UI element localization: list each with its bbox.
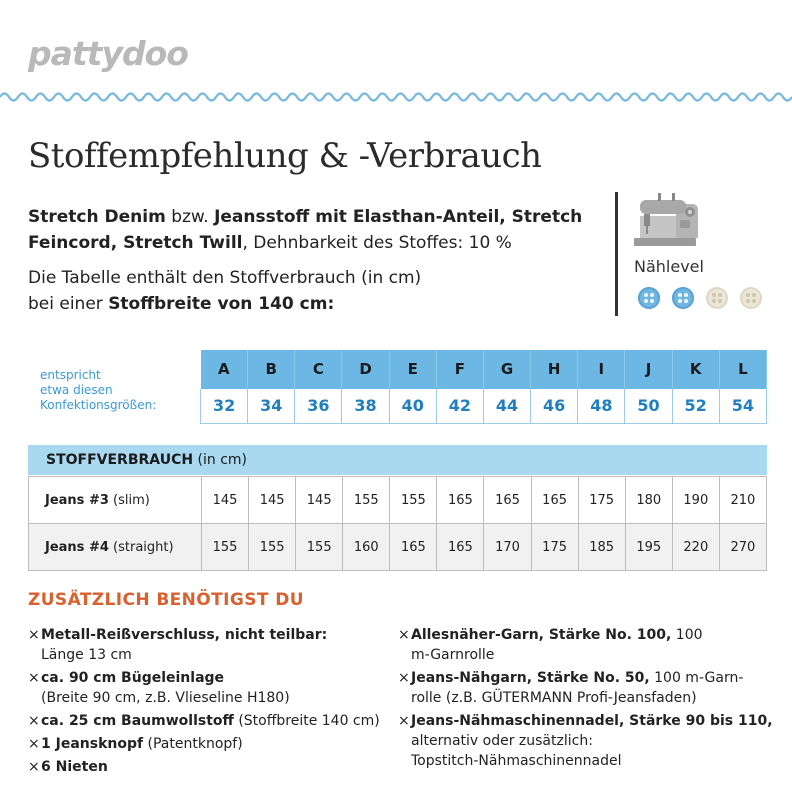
wave-divider [0,88,792,106]
cross-bullet-icon: × [398,713,410,729]
fabric-amount-cell: 165 [531,477,578,524]
size-number: 38 [342,389,389,424]
size-number: 34 [248,389,295,424]
supplies-list-right [398,625,778,774]
fabric-usage-heading: STOFFVERBRAUCH (in cm) [28,445,767,475]
supplies-list-left [28,625,388,780]
size-number: 32 [201,389,248,424]
size-number: 36 [295,389,342,424]
supply-item: × Allesnäher-Garn, Stärke No. 100, 100 m-Garnrolle [398,627,703,663]
fabric-amount-cell: 155 [390,477,437,524]
additional-supplies-heading: ZUSÄTZLICH BENÖTIGST DU [28,590,304,610]
fabric-amount-cell: 155 [249,524,296,571]
supply-item: × Jeans-Nähmaschinennadel, Stärke 90 bis 110, alternativ oder zusätzlich: Topstitch-Nähmaschinennadel [398,713,773,769]
fabric-amount-cell: 155 [202,524,249,571]
size-letter: H [531,350,578,389]
size-letter-row [201,350,767,389]
size-letter: G [483,350,530,389]
skill-button-filled-icon [638,287,660,309]
pattern-name: Jeans #4 (straight) [29,524,202,571]
skill-button-filled-icon [672,287,694,309]
fabric-amount-cell: 165 [437,477,484,524]
fabric-amount-cell: 270 [719,524,766,571]
size-letter: D [342,350,389,389]
intro-text [28,204,613,317]
size-number: 50 [625,389,672,424]
cross-bullet-icon: × [28,713,40,729]
page-title: Stoffempfehlung & -Verbrauch [28,136,542,176]
cross-bullet-icon: × [28,759,40,775]
fabric-amount-cell: 165 [390,524,437,571]
cross-bullet-icon: × [28,670,40,686]
sewing-machine-icon [632,190,702,248]
cross-bullet-icon: × [398,670,410,686]
fabric-amount-cell: 180 [625,477,672,524]
cross-bullet-icon: × [398,627,410,643]
fabric-amount-cell: 190 [672,477,719,524]
skill-button-empty-icon [706,287,728,309]
fabric-amount-cell: 170 [484,524,531,571]
supply-item: × Metall-Reißverschluss, nicht teilbar: Länge 13 cm [28,627,328,663]
skill-level-buttons [638,287,762,309]
supply-item: × ca. 25 cm Baumwollstoff (Stoffbreite 140 cm) [28,713,380,729]
size-letter: B [248,350,295,389]
size-letter: I [578,350,625,389]
table-row [29,524,767,571]
supply-item: × 1 Jeansknopf (Patentknopf) [28,736,243,752]
supply-item: × ca. 90 cm Bügeleinlage (Breite 90 cm, z.B. Vlieseline H180) [28,670,290,706]
pattern-name: Jeans #3 (slim) [29,477,202,524]
fabric-amount-cell: 145 [249,477,296,524]
cross-bullet-icon: × [28,627,40,643]
skill-level-label: Nählevel [634,257,704,276]
size-number: 44 [483,389,530,424]
size-letter: C [295,350,342,389]
size-number: 52 [672,389,719,424]
skill-button-empty-icon [740,287,762,309]
table-description: Die Tabelle enthält den Stoffverbrauch (in cm) bei einer Stoffbreite von 140 cm: [28,268,422,314]
size-number: 48 [578,389,625,424]
fabric-amount-cell: 185 [578,524,625,571]
size-number: 40 [389,389,436,424]
size-letter: F [436,350,483,389]
size-number: 46 [531,389,578,424]
fabric-amount-cell: 210 [719,477,766,524]
size-letter: A [201,350,248,389]
size-letter: J [625,350,672,389]
size-number-row [201,389,767,424]
table-row [29,477,767,524]
size-number: 54 [719,389,766,424]
fabric-amount-cell: 165 [484,477,531,524]
size-caption: entspricht etwa diesen Konfektionsgrößen: [40,368,157,412]
vertical-divider [615,192,618,316]
fabric-recommendation: Stretch Denim bzw. Jeansstoff mit Elasthan-Anteil, Stretch Feincord, Stretch Twill, Dehnbarkeit des Stoffes: 10 % [28,207,583,253]
fabric-amount-cell: 175 [578,477,625,524]
supply-item: × 6 Nieten [28,759,108,775]
fabric-amount-cell: 175 [531,524,578,571]
fabric-amount-cell: 155 [343,477,390,524]
size-number: 42 [436,389,483,424]
size-letter: K [672,350,719,389]
fabric-usage-table [28,476,767,571]
fabric-amount-cell: 165 [437,524,484,571]
fabric-amount-cell: 160 [343,524,390,571]
fabric-amount-cell: 155 [296,524,343,571]
fabric-amount-cell: 220 [672,524,719,571]
fabric-amount-cell: 145 [296,477,343,524]
fabric-amount-cell: 145 [202,477,249,524]
brand-logo: pattydoo [28,34,188,73]
supply-item: × Jeans-Nähgarn, Stärke No. 50, 100 m-Garn- rolle (z.B. GÜTERMANN Profi-Jeansfaden) [398,670,744,706]
fabric-amount-cell: 195 [625,524,672,571]
cross-bullet-icon: × [28,736,40,752]
size-letter: E [389,350,436,389]
size-table [200,350,767,424]
size-letter: L [719,350,766,389]
